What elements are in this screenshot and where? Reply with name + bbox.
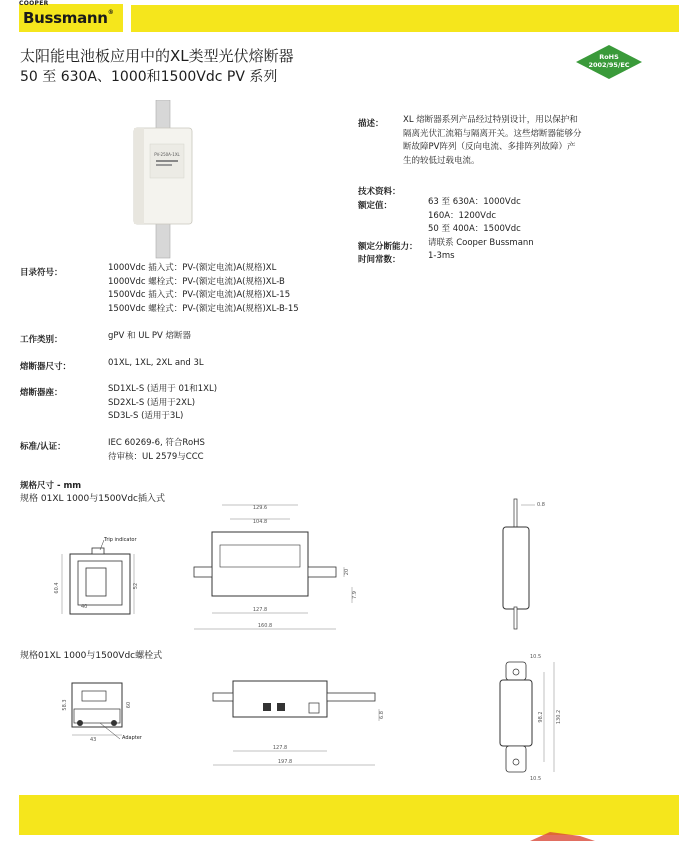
dim2-end-h1: 98.2 <box>538 711 544 723</box>
standards-label: 标准/认证： <box>20 442 66 452</box>
category-value: gPV 和 UL PV 熔断器 <box>108 331 192 341</box>
description-text: XL 熔断器系列产品经过特别设计，用以保护和 隔离光伏汇流箱与隔离开关。这些熔断器能够分 断故障PV阵列（反向电流、多排阵列故障）产 生的较低过载电流。 <box>403 115 582 166</box>
header-yellow-band <box>131 5 679 32</box>
time-label: 时间常数： <box>358 255 401 265</box>
dimensions-heading: 规格尺寸 - mm <box>20 481 82 491</box>
dim2-front-height: 58.3 <box>62 699 68 711</box>
breaking-value: 请联系 Cooper Bussmann <box>428 238 534 248</box>
rohs-badge-text: RoHS 2002/95/EC <box>588 53 630 69</box>
tech-heading: 技术资料： <box>358 187 401 197</box>
time-value: 1-3ms <box>428 251 455 261</box>
trip-indicator-label: Trip indicator <box>104 537 137 543</box>
catalog-values: 1000Vdc 插入式：PV-(额定电流)A(规格)XL 1000Vdc 螺栓式：PV-(额定电流)A(规格)XL-B 1500Vdc 插入式：PV-(额定电流)A(规格)XL-15 1500Vdc 螺栓式：PV-(额定电流)A(规格)XL-B-15 <box>108 263 299 314</box>
rated-label: 额定值： <box>358 201 393 211</box>
description-label: 描述： <box>358 119 384 129</box>
product-label-text: PV-250A-1XL <box>154 152 180 157</box>
dim2-end-top: 10.5 <box>530 654 542 660</box>
drawing2-end-view <box>490 652 565 782</box>
dim2-end-h2: 130.2 <box>556 709 562 725</box>
dim2-front-width: 43 <box>90 737 97 743</box>
dim2-front-side: 60 <box>126 701 132 709</box>
dim2-end-bottom: 10.5 <box>530 776 542 782</box>
dim-side-a: 20 <box>344 568 350 576</box>
dim-end-top: 0.8 <box>537 502 545 508</box>
page-title: 太阳能电池板应用中的XL类型光伏熔断器 <box>20 47 294 65</box>
drawing1-front-dims <box>40 530 150 615</box>
footer-decoration <box>520 822 600 841</box>
dim2-bottom-outer: 197.8 <box>277 759 293 765</box>
brand-name-logo: Bussmann® <box>23 9 114 27</box>
svg-text:52: 52 <box>133 582 139 590</box>
brand-top: COOPER <box>19 0 49 7</box>
dim2-side-a: 6.8 <box>379 711 385 719</box>
dim-top-outer: 129.6 <box>252 505 268 511</box>
drawing2-title: 规格01XL 1000与1500Vdc螺栓式 <box>20 651 163 661</box>
dim2-bottom-inner: 127.8 <box>272 745 288 751</box>
drawing1-end-view <box>495 497 550 632</box>
drawing1-side-view <box>190 495 365 645</box>
fuse-size-label: 熔断器尺寸： <box>20 362 72 372</box>
standards-values: IEC 60269-6, 符合RoHS 待审核：UL 2579与CCC <box>108 438 205 462</box>
fuse-holder-values: SD1XL-S (适用于 01和1XL) SD2XL-S (适用于2XL) SD3L-S (适用于3L) <box>108 384 218 421</box>
fuse-holder-label: 熔断器座： <box>20 388 63 398</box>
page-subtitle: 50 至 630A、1000和1500Vdc PV 系列 <box>20 69 278 85</box>
adapter-label: Adapter <box>122 735 142 741</box>
dim-bottom-outer: 160.8 <box>257 623 273 629</box>
catalog-label: 目录符号： <box>20 268 63 278</box>
fuse-size-value: 01XL, 1XL, 2XL and 3L <box>108 358 204 368</box>
svg-text:60.4: 60.4 <box>54 582 60 594</box>
breaking-label: 额定分断能力： <box>358 242 418 252</box>
dim-bottom-inner: 127.8 <box>252 607 268 613</box>
fuse-product-image <box>128 100 198 260</box>
drawing2-side-view <box>205 675 385 770</box>
dim-top-inner: 104.8 <box>252 519 268 525</box>
dim-side-b: 7.9 <box>352 591 358 599</box>
rated-values: 63 至 630A：1000Vdc 160A：1200Vdc 50 至 400A：1500Vdc <box>428 197 521 234</box>
drawing1-front-width: 40 <box>81 604 88 610</box>
category-label: 工作类别： <box>20 335 63 345</box>
drawing1-title: 规格 01XL 1000与1500Vdc插入式 <box>20 494 165 504</box>
